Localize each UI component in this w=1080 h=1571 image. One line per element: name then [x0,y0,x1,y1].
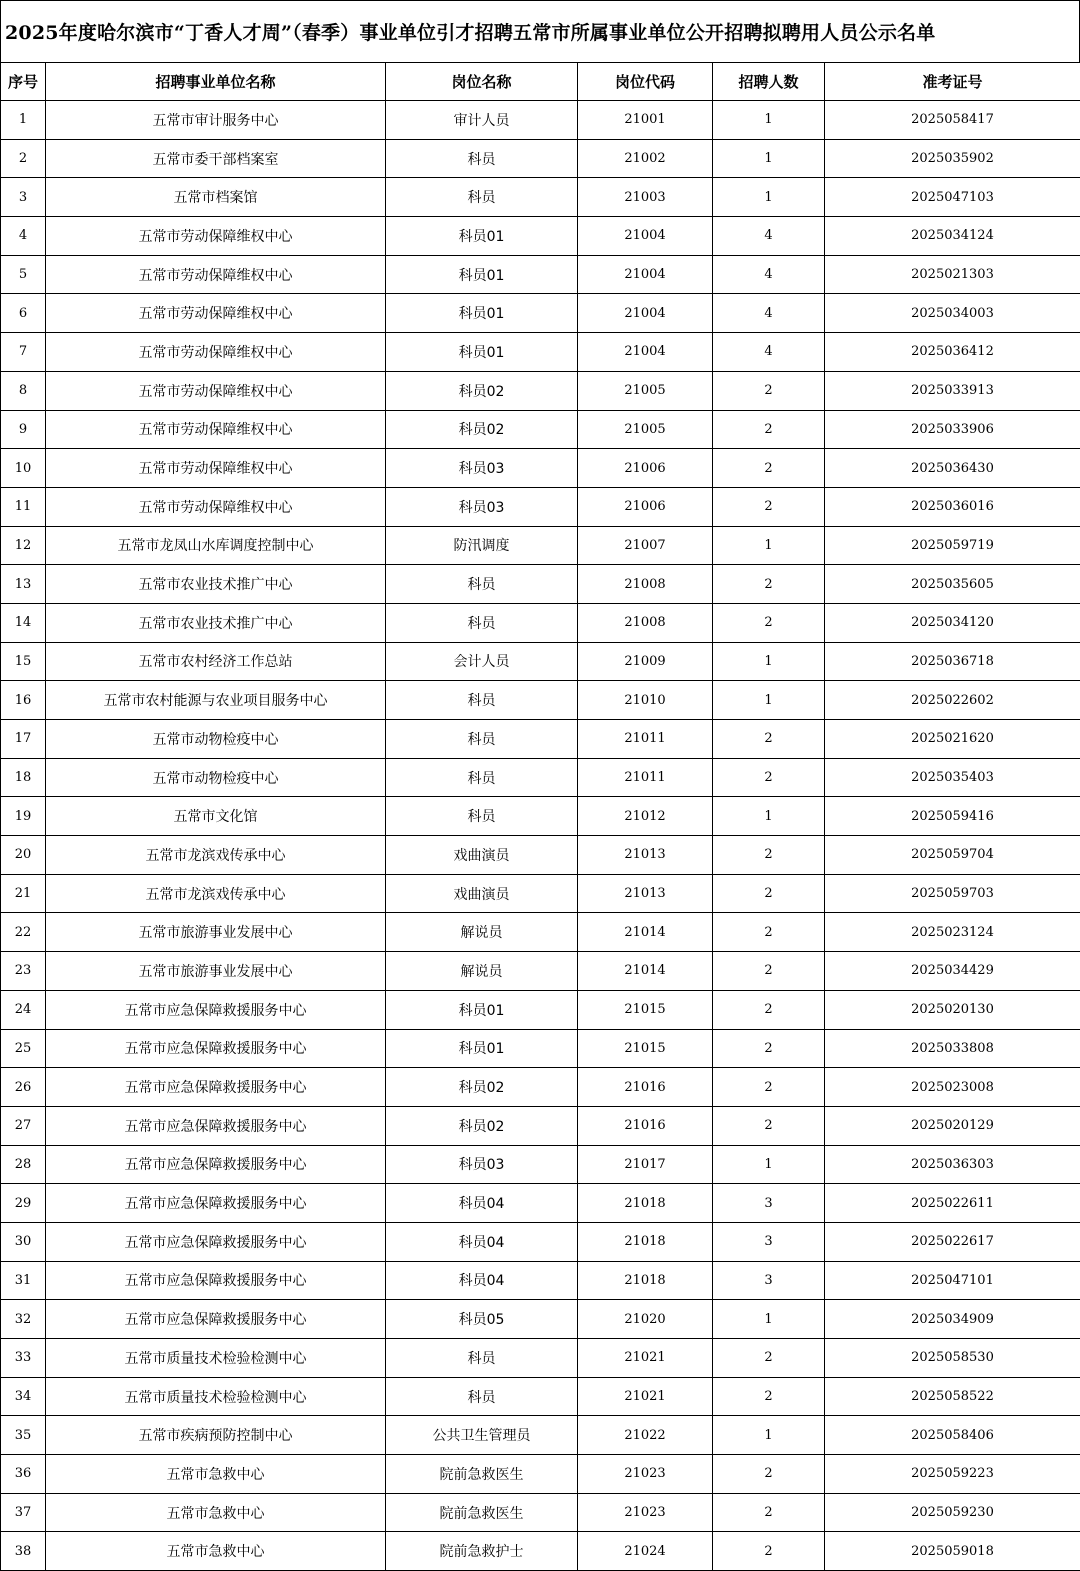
post-name-cell: 科员02 [386,1068,578,1107]
post-code-cell: 21004 [578,217,713,256]
post-name-cell: 科员 [386,1339,578,1378]
post-name-cell: 科员02 [386,1106,578,1145]
serial-cell: 29 [1,1184,46,1223]
exam-id-cell: 2025059230 [825,1493,1080,1532]
unit-name-cell: 五常市应急保障救援服务中心 [46,1068,386,1107]
unit-name-cell: 五常市龙滨戏传承中心 [46,836,386,875]
post-code-cell: 21020 [578,1300,713,1339]
exam-id-cell: 2025058417 [825,101,1080,140]
hire-count-cell: 2 [713,1455,825,1494]
exam-id-cell: 2025047103 [825,178,1080,217]
hire-count-cell: 2 [713,836,825,875]
serial-cell: 17 [1,720,46,759]
candidate-table [0,62,1080,1571]
hire-count-cell: 3 [713,1222,825,1261]
table-row [1,255,1080,294]
post-name-cell: 科员01 [386,1029,578,1068]
unit-name-cell: 五常市应急保障救援服务中心 [46,1261,386,1300]
unit-name-cell: 五常市农业技术推广中心 [46,565,386,604]
table-row [1,178,1080,217]
post-code-cell: 21018 [578,1184,713,1223]
exam-id-cell: 2025020129 [825,1106,1080,1145]
table-row [1,1222,1080,1261]
unit-name-cell: 五常市龙凤山水库调度控制中心 [46,526,386,565]
serial-cell: 10 [1,449,46,488]
exam-id-cell: 2025036718 [825,642,1080,681]
post-code-cell: 21016 [578,1106,713,1145]
exam-id-cell: 2025022602 [825,681,1080,720]
hire-count-cell: 1 [713,1145,825,1184]
unit-name-cell: 五常市应急保障救援服务中心 [46,1029,386,1068]
hire-count-cell: 2 [713,1493,825,1532]
post-code-cell: 21005 [578,410,713,449]
table-row [1,449,1080,488]
exam-id-cell: 2025036430 [825,449,1080,488]
post-code-cell: 21023 [578,1493,713,1532]
post-code-cell: 21013 [578,836,713,875]
serial-cell: 6 [1,294,46,333]
serial-cell: 25 [1,1029,46,1068]
post-code-cell: 21014 [578,913,713,952]
unit-name-cell: 五常市劳动保障维权中心 [46,410,386,449]
post-code-cell: 21006 [578,449,713,488]
table-row [1,371,1080,410]
post-name-cell: 科员01 [386,294,578,333]
post-name-cell: 科员01 [386,990,578,1029]
unit-name-cell: 五常市应急保障救援服务中心 [46,1300,386,1339]
table-row [1,681,1080,720]
post-code-cell: 21007 [578,526,713,565]
serial-cell: 19 [1,797,46,836]
hire-count-cell: 1 [713,101,825,140]
post-name-cell: 科员03 [386,487,578,526]
table-row [1,1377,1080,1416]
post-name-cell: 科员01 [386,333,578,372]
unit-name-cell: 五常市旅游事业发展中心 [46,952,386,991]
table-row [1,1029,1080,1068]
serial-cell: 16 [1,681,46,720]
post-code-cell: 21004 [578,255,713,294]
post-name-cell: 戏曲演员 [386,836,578,875]
exam-id-cell: 2025035605 [825,565,1080,604]
post-name-cell: 科员04 [386,1261,578,1300]
post-name-cell: 科员02 [386,371,578,410]
serial-cell: 37 [1,1493,46,1532]
exam-id-cell: 2025059018 [825,1532,1080,1571]
exam-id-cell: 2025023008 [825,1068,1080,1107]
unit-name-cell: 五常市文化馆 [46,797,386,836]
unit-name-cell: 五常市应急保障救援服务中心 [46,990,386,1029]
unit-name-cell: 五常市劳动保障维权中心 [46,371,386,410]
unit-name-cell: 五常市档案馆 [46,178,386,217]
table-row [1,797,1080,836]
header-serial: 序号 [1,63,46,101]
serial-cell: 11 [1,487,46,526]
post-name-cell: 科员 [386,1377,578,1416]
unit-name-cell: 五常市急救中心 [46,1455,386,1494]
post-code-cell: 21009 [578,642,713,681]
hire-count-cell: 2 [713,371,825,410]
hire-count-cell: 4 [713,294,825,333]
post-code-cell: 21014 [578,952,713,991]
post-code-cell: 21010 [578,681,713,720]
exam-id-cell: 2025034120 [825,603,1080,642]
serial-cell: 21 [1,874,46,913]
post-code-cell: 21011 [578,720,713,759]
post-code-cell: 21017 [578,1145,713,1184]
post-name-cell: 科员 [386,178,578,217]
hire-count-cell: 1 [713,526,825,565]
post-code-cell: 21001 [578,101,713,140]
post-name-cell: 院前急救医生 [386,1455,578,1494]
serial-cell: 4 [1,217,46,256]
hire-count-cell: 4 [713,255,825,294]
table-row [1,836,1080,875]
page-title: 2025年度哈尔滨市“丁香人才周”（春季）事业单位引才招聘五常市所属事业单位公开招聘拟聘用人员公示名单 [0,0,1080,62]
post-code-cell: 21024 [578,1532,713,1571]
hire-count-cell: 3 [713,1261,825,1300]
table-row [1,526,1080,565]
unit-name-cell: 五常市应急保障救援服务中心 [46,1106,386,1145]
exam-id-cell: 2025058530 [825,1339,1080,1378]
post-name-cell: 科员 [386,603,578,642]
post-code-cell: 21006 [578,487,713,526]
hire-count-cell: 2 [713,1106,825,1145]
exam-id-cell: 2025059703 [825,874,1080,913]
hire-count-cell: 2 [713,1377,825,1416]
post-name-cell: 戏曲演员 [386,874,578,913]
exam-id-cell: 2025020130 [825,990,1080,1029]
header-post-name: 岗位名称 [386,63,578,101]
table-row [1,720,1080,759]
exam-id-cell: 2025034429 [825,952,1080,991]
header-row [1,63,1080,101]
hire-count-cell: 1 [713,1416,825,1455]
unit-name-cell: 五常市农业技术推广中心 [46,603,386,642]
table-row [1,1068,1080,1107]
serial-cell: 23 [1,952,46,991]
exam-id-cell: 2025035403 [825,758,1080,797]
unit-name-cell: 五常市应急保障救援服务中心 [46,1184,386,1223]
table-row [1,294,1080,333]
table-row [1,874,1080,913]
hire-count-cell: 2 [713,1068,825,1107]
post-code-cell: 21021 [578,1377,713,1416]
post-code-cell: 21023 [578,1455,713,1494]
hire-count-cell: 2 [713,565,825,604]
serial-cell: 13 [1,565,46,604]
hire-count-cell: 2 [713,1339,825,1378]
unit-name-cell: 五常市劳动保障维权中心 [46,255,386,294]
hire-count-cell: 1 [713,797,825,836]
unit-name-cell: 五常市疾病预防控制中心 [46,1416,386,1455]
post-code-cell: 21012 [578,797,713,836]
unit-name-cell: 五常市劳动保障维权中心 [46,333,386,372]
table-header [1,63,1080,101]
exam-id-cell: 2025034124 [825,217,1080,256]
unit-name-cell: 五常市劳动保障维权中心 [46,487,386,526]
serial-cell: 1 [1,101,46,140]
serial-cell: 12 [1,526,46,565]
table-row [1,565,1080,604]
table-row [1,1416,1080,1455]
post-code-cell: 21022 [578,1416,713,1455]
table-row [1,410,1080,449]
exam-id-cell: 2025059719 [825,526,1080,565]
serial-cell: 28 [1,1145,46,1184]
hire-count-cell: 1 [713,642,825,681]
post-name-cell: 公共卫生管理员 [386,1416,578,1455]
hire-count-cell: 2 [713,410,825,449]
post-name-cell: 科员 [386,139,578,178]
serial-cell: 36 [1,1455,46,1494]
unit-name-cell: 五常市劳动保障维权中心 [46,294,386,333]
hire-count-cell: 1 [713,139,825,178]
unit-name-cell: 五常市动物检疫中心 [46,758,386,797]
table-row [1,758,1080,797]
unit-name-cell: 五常市应急保障救援服务中心 [46,1145,386,1184]
post-code-cell: 21005 [578,371,713,410]
table-row [1,1339,1080,1378]
exam-id-cell: 2025034003 [825,294,1080,333]
table-row [1,217,1080,256]
serial-cell: 34 [1,1377,46,1416]
post-code-cell: 21004 [578,294,713,333]
table-row [1,642,1080,681]
table-row [1,1532,1080,1571]
hire-count-cell: 4 [713,333,825,372]
serial-cell: 38 [1,1532,46,1571]
post-name-cell: 科员 [386,758,578,797]
exam-id-cell: 2025047101 [825,1261,1080,1300]
hire-count-cell: 2 [713,1532,825,1571]
table-row [1,139,1080,178]
table-row [1,1261,1080,1300]
table-row [1,1493,1080,1532]
hire-count-cell: 4 [713,217,825,256]
post-name-cell: 解说员 [386,913,578,952]
serial-cell: 26 [1,1068,46,1107]
exam-id-cell: 2025035902 [825,139,1080,178]
serial-cell: 9 [1,410,46,449]
serial-cell: 14 [1,603,46,642]
post-name-cell: 解说员 [386,952,578,991]
post-name-cell: 科员03 [386,449,578,488]
post-code-cell: 21015 [578,990,713,1029]
serial-cell: 33 [1,1339,46,1378]
exam-id-cell: 2025059223 [825,1455,1080,1494]
post-code-cell: 21021 [578,1339,713,1378]
serial-cell: 7 [1,333,46,372]
hire-count-cell: 2 [713,913,825,952]
unit-name-cell: 五常市旅游事业发展中心 [46,913,386,952]
post-name-cell: 科员 [386,565,578,604]
serial-cell: 27 [1,1106,46,1145]
post-name-cell: 科员04 [386,1184,578,1223]
post-code-cell: 21015 [578,1029,713,1068]
post-name-cell: 会计人员 [386,642,578,681]
serial-cell: 31 [1,1261,46,1300]
hire-count-cell: 2 [713,449,825,488]
post-name-cell: 科员02 [386,410,578,449]
post-code-cell: 21011 [578,758,713,797]
post-code-cell: 21008 [578,603,713,642]
hire-count-cell: 1 [713,178,825,217]
hire-count-cell: 2 [713,758,825,797]
serial-cell: 8 [1,371,46,410]
unit-name-cell: 五常市应急保障救援服务中心 [46,1222,386,1261]
post-name-cell: 科员 [386,681,578,720]
exam-id-cell: 2025021303 [825,255,1080,294]
hire-count-cell: 2 [713,487,825,526]
exam-id-cell: 2025033913 [825,371,1080,410]
post-code-cell: 21002 [578,139,713,178]
header-unit-name: 招聘事业单位名称 [46,63,386,101]
unit-name-cell: 五常市质量技术检验检测中心 [46,1339,386,1378]
serial-cell: 18 [1,758,46,797]
table-row [1,101,1080,140]
table-row [1,952,1080,991]
table-row [1,603,1080,642]
post-name-cell: 科员05 [386,1300,578,1339]
hire-count-cell: 2 [713,1029,825,1068]
serial-cell: 24 [1,990,46,1029]
unit-name-cell: 五常市农村能源与农业项目服务中心 [46,681,386,720]
unit-name-cell: 五常市农村经济工作总站 [46,642,386,681]
table-row [1,333,1080,372]
hire-count-cell: 3 [713,1184,825,1223]
hire-count-cell: 1 [713,1300,825,1339]
serial-cell: 22 [1,913,46,952]
post-code-cell: 21003 [578,178,713,217]
unit-name-cell: 五常市急救中心 [46,1532,386,1571]
unit-name-cell: 五常市劳动保障维权中心 [46,217,386,256]
table-row [1,1455,1080,1494]
exam-id-cell: 2025033906 [825,410,1080,449]
post-name-cell: 科员04 [386,1222,578,1261]
post-code-cell: 21013 [578,874,713,913]
post-code-cell: 21018 [578,1222,713,1261]
table-row [1,1184,1080,1223]
unit-name-cell: 五常市质量技术检验检测中心 [46,1377,386,1416]
table-row [1,990,1080,1029]
post-name-cell: 院前急救医生 [386,1493,578,1532]
serial-cell: 15 [1,642,46,681]
unit-name-cell: 五常市急救中心 [46,1493,386,1532]
post-name-cell: 科员01 [386,217,578,256]
serial-cell: 3 [1,178,46,217]
post-name-cell: 审计人员 [386,101,578,140]
exam-id-cell: 2025058522 [825,1377,1080,1416]
unit-name-cell: 五常市审计服务中心 [46,101,386,140]
hire-count-cell: 1 [713,681,825,720]
post-name-cell: 防汛调度 [386,526,578,565]
serial-cell: 32 [1,1300,46,1339]
header-post-code: 岗位代码 [578,63,713,101]
table-row [1,913,1080,952]
exam-id-cell: 2025033808 [825,1029,1080,1068]
serial-cell: 35 [1,1416,46,1455]
serial-cell: 2 [1,139,46,178]
table-row [1,1106,1080,1145]
exam-id-cell: 2025023124 [825,913,1080,952]
unit-name-cell: 五常市劳动保障维权中心 [46,449,386,488]
table-row [1,1145,1080,1184]
exam-id-cell: 2025036016 [825,487,1080,526]
table-row [1,487,1080,526]
exam-id-cell: 2025022617 [825,1222,1080,1261]
post-code-cell: 21018 [578,1261,713,1300]
table-row [1,1300,1080,1339]
exam-id-cell: 2025036303 [825,1145,1080,1184]
header-hire-count: 招聘人数 [713,63,825,101]
post-name-cell: 科员 [386,797,578,836]
post-name-cell: 科员 [386,720,578,759]
serial-cell: 30 [1,1222,46,1261]
hire-count-cell: 2 [713,720,825,759]
post-code-cell: 21016 [578,1068,713,1107]
post-code-cell: 21008 [578,565,713,604]
serial-cell: 20 [1,836,46,875]
exam-id-cell: 2025022611 [825,1184,1080,1223]
exam-id-cell: 2025034909 [825,1300,1080,1339]
post-code-cell: 21004 [578,333,713,372]
exam-id-cell: 2025058406 [825,1416,1080,1455]
post-name-cell: 院前急救护士 [386,1532,578,1571]
hire-count-cell: 2 [713,990,825,1029]
header-exam-id: 准考证号 [825,63,1080,101]
post-name-cell: 科员01 [386,255,578,294]
serial-cell: 5 [1,255,46,294]
exam-id-cell: 2025059704 [825,836,1080,875]
unit-name-cell: 五常市动物检疫中心 [46,720,386,759]
table-body [1,101,1080,1571]
exam-id-cell: 2025036412 [825,333,1080,372]
post-name-cell: 科员03 [386,1145,578,1184]
hire-count-cell: 2 [713,952,825,991]
hire-count-cell: 2 [713,603,825,642]
exam-id-cell: 2025059416 [825,797,1080,836]
unit-name-cell: 五常市龙滨戏传承中心 [46,874,386,913]
hire-count-cell: 2 [713,874,825,913]
unit-name-cell: 五常市委干部档案室 [46,139,386,178]
exam-id-cell: 2025021620 [825,720,1080,759]
